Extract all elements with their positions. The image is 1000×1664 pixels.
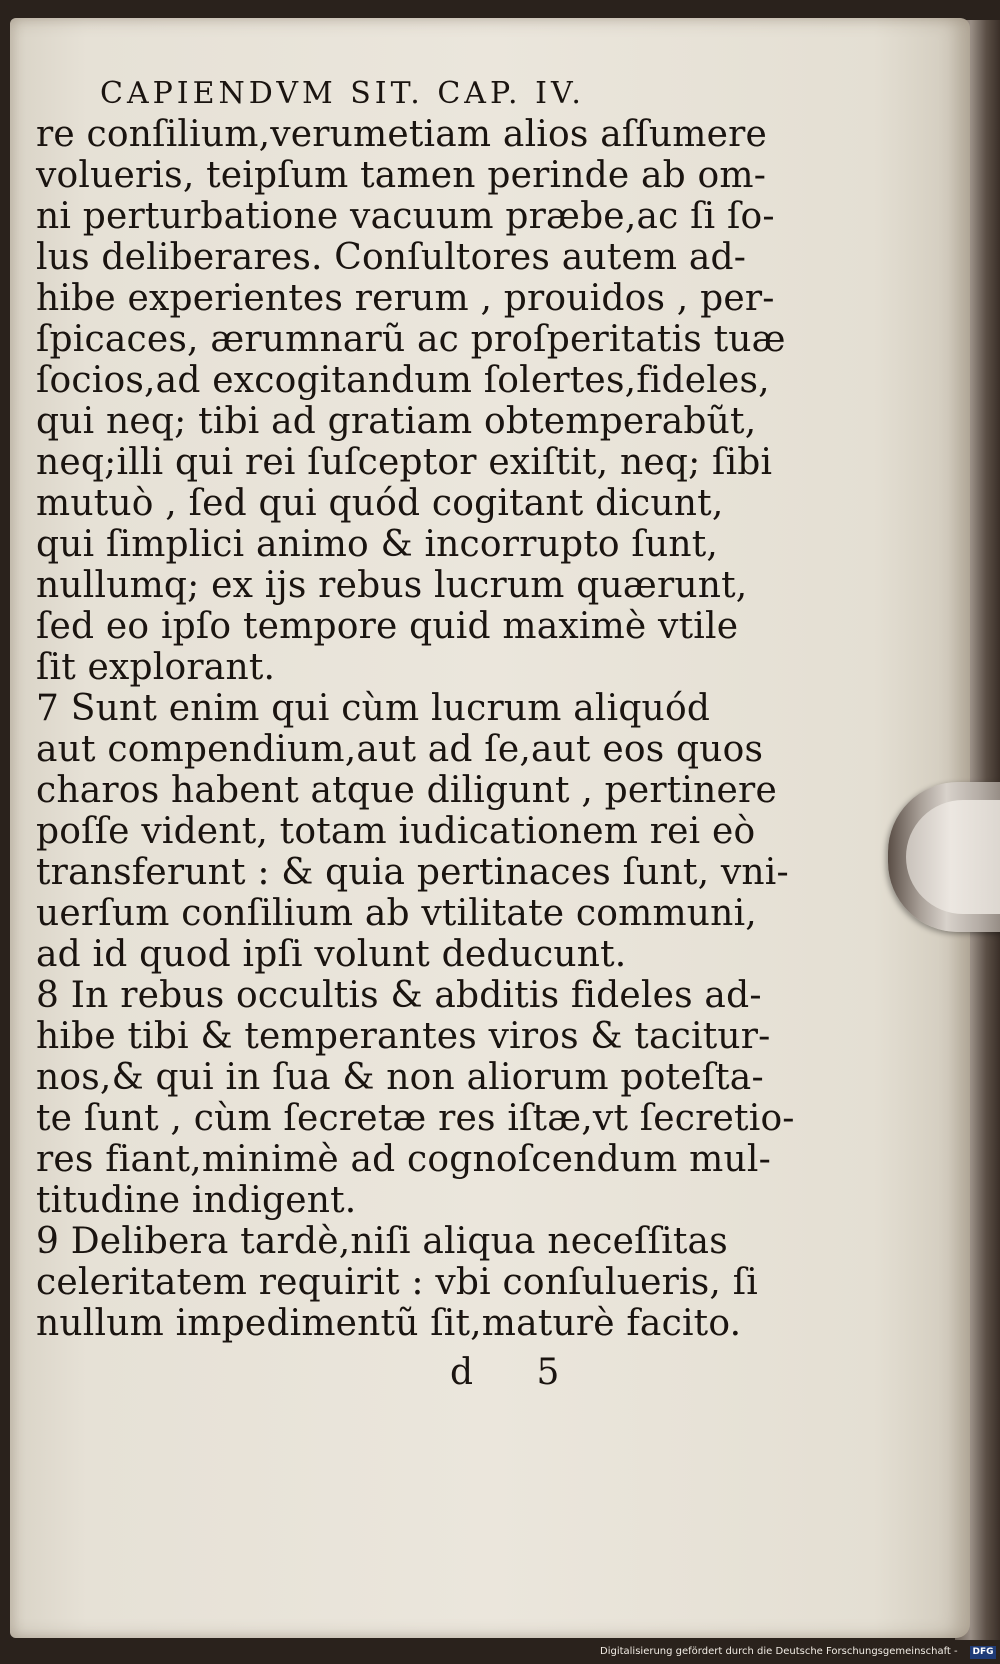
text-line: hibe experientes rerum , prouidos , per- bbox=[36, 278, 775, 319]
text-line: charos habent atque diligunt , pertinere bbox=[36, 770, 777, 811]
signature-mark: d 5 bbox=[450, 1352, 586, 1393]
text-line: uerſum conſilium ab vtilitate communi, bbox=[36, 893, 757, 934]
text-line: res fiant,minimè ad cognoſcendum mul- bbox=[36, 1139, 771, 1180]
text-line: re conſilium,verumetiam alios aſſumere bbox=[36, 114, 768, 155]
text-line: nullumq; ex ijs rebus lucrum quærunt, bbox=[36, 565, 748, 606]
text-line: ſocios,ad excogitandum ſolertes,fideles, bbox=[36, 360, 770, 401]
text-line: qui ſimplici animo & incorrupto ſunt, bbox=[36, 524, 719, 565]
text-line: volueris, teipſum tamen perinde ab om- bbox=[36, 155, 767, 196]
text-line: qui neq; tibi ad gratiam obtemperabũt, bbox=[36, 401, 757, 442]
text-line: poſſe vident, totam iudicationem rei eò bbox=[36, 811, 756, 852]
text-line: 8 In rebus occultis & abditis fideles ad- bbox=[36, 975, 762, 1016]
text-line: aut compendium,aut ad ſe,aut eos quos bbox=[36, 729, 764, 770]
running-head: CAPIENDVM SIT. CAP. IV. bbox=[100, 76, 585, 111]
text-line: titudine indigent. bbox=[36, 1180, 357, 1221]
text-line: ſit explorant. bbox=[36, 647, 276, 688]
text-line: celeritatem requirit : vbi conſulueris, ſi bbox=[36, 1262, 758, 1303]
text-line: 9 Delibera tardè,niſi aliqua neceſſitas bbox=[36, 1221, 728, 1262]
text-line: ni perturbatione vacuum præbe,ac ſi ſo- bbox=[36, 196, 775, 237]
text-line: ad id quod ipſi volunt deducunt. bbox=[36, 934, 627, 975]
text-line: te ſunt , cùm ſecretæ res iſtæ,vt ſecretio- bbox=[36, 1098, 795, 1139]
text-line: mutuò , ſed qui quód cogitant dicunt, bbox=[36, 483, 724, 524]
text-line: ſed eo ipſo tempore quid maximè vtile bbox=[36, 606, 739, 647]
dfg-logo: DFG bbox=[970, 1646, 996, 1659]
book-clasp-inner bbox=[906, 800, 1000, 914]
text-line: 7 Sunt enim qui cùm lucrum aliquód bbox=[36, 688, 711, 729]
text-line: nullum impedimentũ ſit,maturè facito. bbox=[36, 1303, 742, 1344]
text-line: ſpicaces, ærumnarũ ac proſperitatis tuæ bbox=[36, 319, 786, 360]
text-line: lus deliberares. Conſultores autem ad- bbox=[36, 237, 747, 278]
digitization-credit: Digitalisierung gefördert durch die Deutsche Forschungsgemeinschaft - bbox=[600, 1646, 958, 1657]
text-line: nos,& qui in ſua & non aliorum poteſta- bbox=[36, 1057, 764, 1098]
text-line: neq;illi qui rei ſuſceptor exiſtit, neq; ſibi bbox=[36, 442, 773, 483]
text-line: transferunt : & quia pertinaces ſunt, vni- bbox=[36, 852, 789, 893]
text-line: hibe tibi & temperantes viros & tacitur- bbox=[36, 1016, 771, 1057]
